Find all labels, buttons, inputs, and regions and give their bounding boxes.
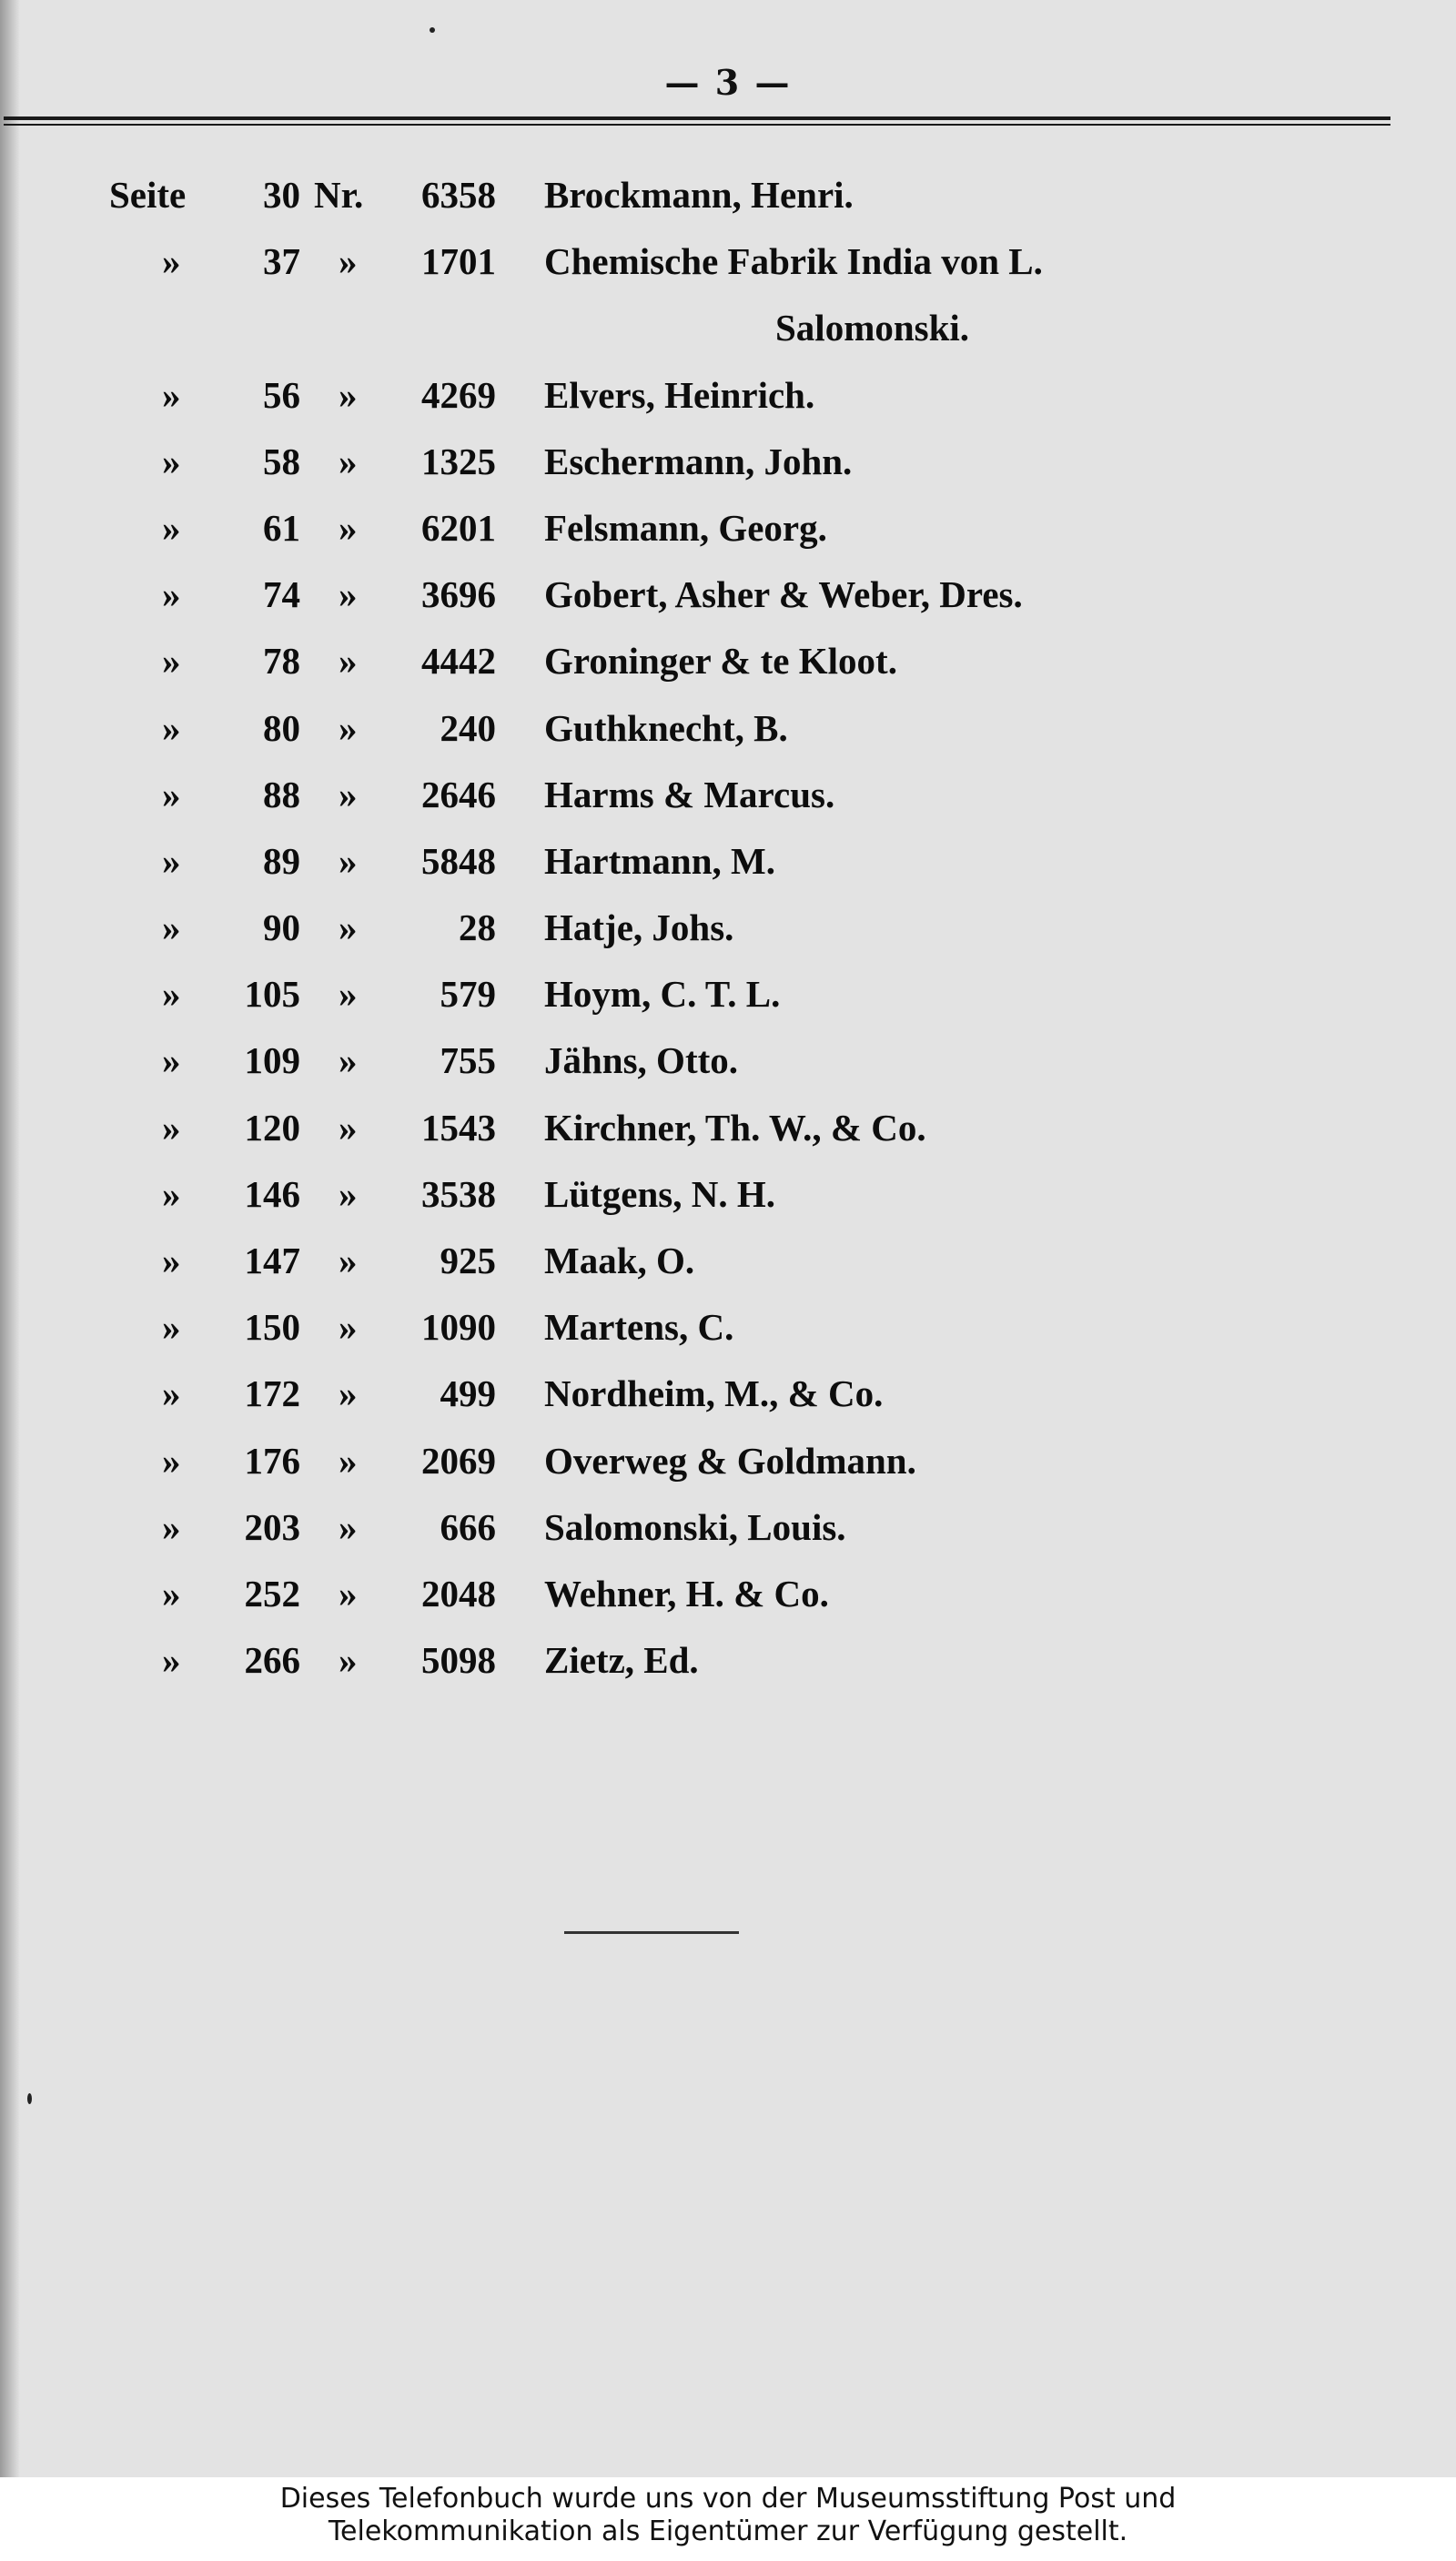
entry-page-label: » bbox=[162, 973, 181, 1016]
entry-page-label: » bbox=[162, 706, 181, 749]
entry-nr-label: » bbox=[339, 1505, 358, 1548]
list-item bbox=[0, 440, 1456, 510]
list-item bbox=[0, 773, 1456, 843]
entry-name: Hartmann, M. bbox=[544, 839, 775, 882]
entry-page-label: » bbox=[162, 440, 181, 482]
entry-phone-number: 1325 bbox=[421, 440, 496, 482]
entry-phone-number: 6358 bbox=[421, 174, 496, 216]
entry-name: Groninger & te Kloot. bbox=[544, 640, 897, 683]
list-item bbox=[0, 1439, 1456, 1509]
entry-name: Brockmann, Henri. bbox=[544, 174, 854, 216]
list-item bbox=[0, 640, 1456, 709]
entry-nr-label: » bbox=[339, 506, 358, 549]
list-item bbox=[0, 1505, 1456, 1575]
entry-page-label: » bbox=[162, 1439, 181, 1482]
entry-phone-number: 1701 bbox=[421, 240, 496, 283]
entry-nr-label: » bbox=[339, 773, 358, 815]
entry-page-number: 266 bbox=[244, 1639, 300, 1682]
entry-nr-label: » bbox=[339, 973, 358, 1016]
entry-page-label: Seite bbox=[109, 174, 187, 216]
list-item bbox=[0, 1106, 1456, 1176]
entry-nr-label: » bbox=[339, 440, 358, 482]
list-item bbox=[0, 973, 1456, 1042]
entry-phone-number: 2069 bbox=[421, 1439, 496, 1482]
entry-nr-label: » bbox=[339, 240, 358, 283]
entry-page-number: 176 bbox=[244, 1439, 300, 1482]
entry-page-number: 30 bbox=[263, 174, 300, 216]
list-item bbox=[0, 1372, 1456, 1442]
header-rule-thin bbox=[4, 124, 1390, 126]
entry-page-label: » bbox=[162, 1306, 181, 1349]
entry-name: Overweg & Goldmann. bbox=[544, 1439, 916, 1482]
entry-nr-label: Nr. bbox=[314, 174, 364, 216]
entry-name: Wehner, H. & Co. bbox=[544, 1572, 829, 1615]
entry-phone-number: 499 bbox=[440, 1372, 496, 1415]
entry-nr-label: » bbox=[339, 839, 358, 882]
entry-page-number: 147 bbox=[244, 1240, 300, 1281]
list-item bbox=[0, 706, 1456, 776]
entry-page-number: 109 bbox=[244, 1039, 300, 1082]
entry-page-label: » bbox=[162, 1639, 181, 1682]
entry-phone-number: 1090 bbox=[421, 1306, 496, 1349]
entry-name: Felsmann, Georg. bbox=[544, 506, 827, 549]
entry-page-number: 56 bbox=[263, 373, 300, 416]
entry-phone-number: 5848 bbox=[421, 839, 496, 882]
entry-phone-number: 28 bbox=[459, 906, 496, 949]
list-item bbox=[0, 1639, 1456, 1708]
entry-page-label: » bbox=[162, 839, 181, 882]
entry-nr-label: » bbox=[339, 906, 358, 949]
entry-phone-number: 3696 bbox=[421, 573, 496, 616]
entry-name: Chemische Fabrik India von L. bbox=[544, 240, 1043, 283]
list-item bbox=[0, 839, 1456, 909]
entry-name: Nordheim, M., & Co. bbox=[544, 1372, 884, 1415]
list-item bbox=[0, 373, 1456, 443]
page-number: — 3 — bbox=[664, 62, 792, 103]
entry-nr-label: » bbox=[339, 1439, 358, 1482]
entry-page-number: 37 bbox=[263, 240, 300, 283]
entry-page-label: » bbox=[162, 1505, 181, 1548]
entry-page-label: » bbox=[162, 240, 181, 283]
entry-name: Maak, O. bbox=[544, 1240, 695, 1281]
entry-phone-number: 4269 bbox=[421, 373, 496, 416]
entry-page-number: 172 bbox=[244, 1372, 300, 1415]
list-item bbox=[0, 573, 1456, 643]
entry-page-number: 78 bbox=[263, 640, 300, 683]
entry-page-number: 252 bbox=[244, 1572, 300, 1615]
entry-page-number: 88 bbox=[263, 773, 300, 815]
entry-name: Elvers, Heinrich. bbox=[544, 373, 815, 416]
entry-page-number: 150 bbox=[244, 1306, 300, 1349]
entry-phone-number: 240 bbox=[440, 706, 496, 749]
entry-nr-label: » bbox=[339, 706, 358, 749]
entry-page-number: 80 bbox=[263, 706, 300, 749]
entry-page-label: » bbox=[162, 906, 181, 949]
entry-phone-number: 2646 bbox=[421, 773, 496, 815]
list-item bbox=[0, 506, 1456, 576]
entry-nr-label: » bbox=[339, 573, 358, 616]
ink-speck bbox=[27, 2093, 32, 2104]
entry-phone-number: 5098 bbox=[421, 1639, 496, 1682]
entry-name: Hoym, C. T. L. bbox=[544, 973, 781, 1016]
entry-phone-number: 755 bbox=[440, 1039, 496, 1082]
entry-name: Lütgens, N. H. bbox=[544, 1172, 776, 1215]
entry-name: Zietz, Ed. bbox=[544, 1639, 699, 1682]
entry-page-number: 146 bbox=[244, 1172, 300, 1215]
entry-name: Salomonski, Louis. bbox=[544, 1505, 846, 1548]
entry-nr-label: » bbox=[339, 1372, 358, 1415]
entry-nr-label: » bbox=[339, 1572, 358, 1615]
entry-phone-number: 6201 bbox=[421, 506, 496, 549]
entry-nr-label: » bbox=[339, 1639, 358, 1682]
entry-page-label: » bbox=[162, 640, 181, 683]
entry-page-label: » bbox=[162, 506, 181, 549]
entry-page-number: 90 bbox=[263, 906, 300, 949]
entry-name: Eschermann, John. bbox=[544, 440, 853, 482]
entry-page-number: 74 bbox=[263, 573, 300, 616]
list-item bbox=[0, 174, 1456, 243]
entry-page-label: » bbox=[162, 773, 181, 815]
list-item bbox=[0, 1242, 1456, 1309]
entry-page-label: » bbox=[162, 1172, 181, 1215]
entry-name-continuation: Salomonski. bbox=[775, 307, 970, 349]
entry-phone-number: 3538 bbox=[421, 1172, 496, 1215]
entry-phone-number: 666 bbox=[440, 1505, 496, 1548]
footer-line-1: Dieses Telefonbuch wurde uns von der Museumsstiftung Post und bbox=[279, 2483, 1177, 2515]
entry-name: Jähns, Otto. bbox=[544, 1039, 739, 1082]
entry-page-label: » bbox=[162, 573, 181, 616]
entry-page-label: » bbox=[162, 1572, 181, 1615]
entry-phone-number: 579 bbox=[440, 973, 496, 1016]
entry-page-number: 61 bbox=[263, 506, 300, 549]
list-item bbox=[0, 1172, 1456, 1242]
entry-page-number: 120 bbox=[244, 1106, 300, 1149]
list-item bbox=[0, 240, 1456, 309]
entry-name: Guthknecht, B. bbox=[544, 706, 788, 749]
correction-list bbox=[0, 174, 1456, 1708]
entry-page-number: 203 bbox=[244, 1505, 300, 1548]
entry-name: Gobert, Asher & Weber, Dres. bbox=[544, 573, 1023, 616]
list-item bbox=[0, 1306, 1456, 1375]
entry-page-number: 58 bbox=[263, 440, 300, 482]
list-item bbox=[0, 1572, 1456, 1642]
footer-notice bbox=[0, 2477, 1456, 2561]
entry-page-label: » bbox=[162, 373, 181, 416]
entry-page-label: » bbox=[162, 1240, 181, 1281]
entry-name: Martens, C. bbox=[544, 1306, 734, 1349]
entry-nr-label: » bbox=[339, 1106, 358, 1149]
entry-page-label: » bbox=[162, 1039, 181, 1082]
entry-phone-number: 4442 bbox=[421, 640, 496, 683]
list-item bbox=[0, 906, 1456, 976]
entry-phone-number: 925 bbox=[440, 1240, 496, 1281]
entry-page-number: 89 bbox=[263, 839, 300, 882]
entry-nr-label: » bbox=[339, 1172, 358, 1215]
footer-line-2: Telekommunikation als Eigentümer zur Verfügung gestellt. bbox=[328, 2515, 1128, 2547]
entry-nr-label: » bbox=[339, 373, 358, 416]
entry-nr-label: » bbox=[339, 1039, 358, 1082]
entry-nr-label: » bbox=[339, 1240, 358, 1281]
entry-page-label: » bbox=[162, 1106, 181, 1149]
entry-name: Kirchner, Th. W., & Co. bbox=[544, 1106, 926, 1149]
end-rule bbox=[564, 1931, 739, 1934]
ink-speck bbox=[430, 27, 435, 33]
entry-name: Hatje, Johs. bbox=[544, 906, 734, 949]
list-item-continuation bbox=[0, 309, 1456, 376]
entry-page-number: 105 bbox=[244, 973, 300, 1016]
list-item bbox=[0, 1039, 1456, 1108]
entry-phone-number: 2048 bbox=[421, 1572, 496, 1615]
entry-phone-number: 1543 bbox=[421, 1106, 496, 1149]
entry-name: Harms & Marcus. bbox=[544, 773, 835, 815]
entry-nr-label: » bbox=[339, 640, 358, 683]
entry-nr-label: » bbox=[339, 1306, 358, 1349]
header-rule bbox=[4, 116, 1390, 120]
entry-page-label: » bbox=[162, 1372, 181, 1415]
